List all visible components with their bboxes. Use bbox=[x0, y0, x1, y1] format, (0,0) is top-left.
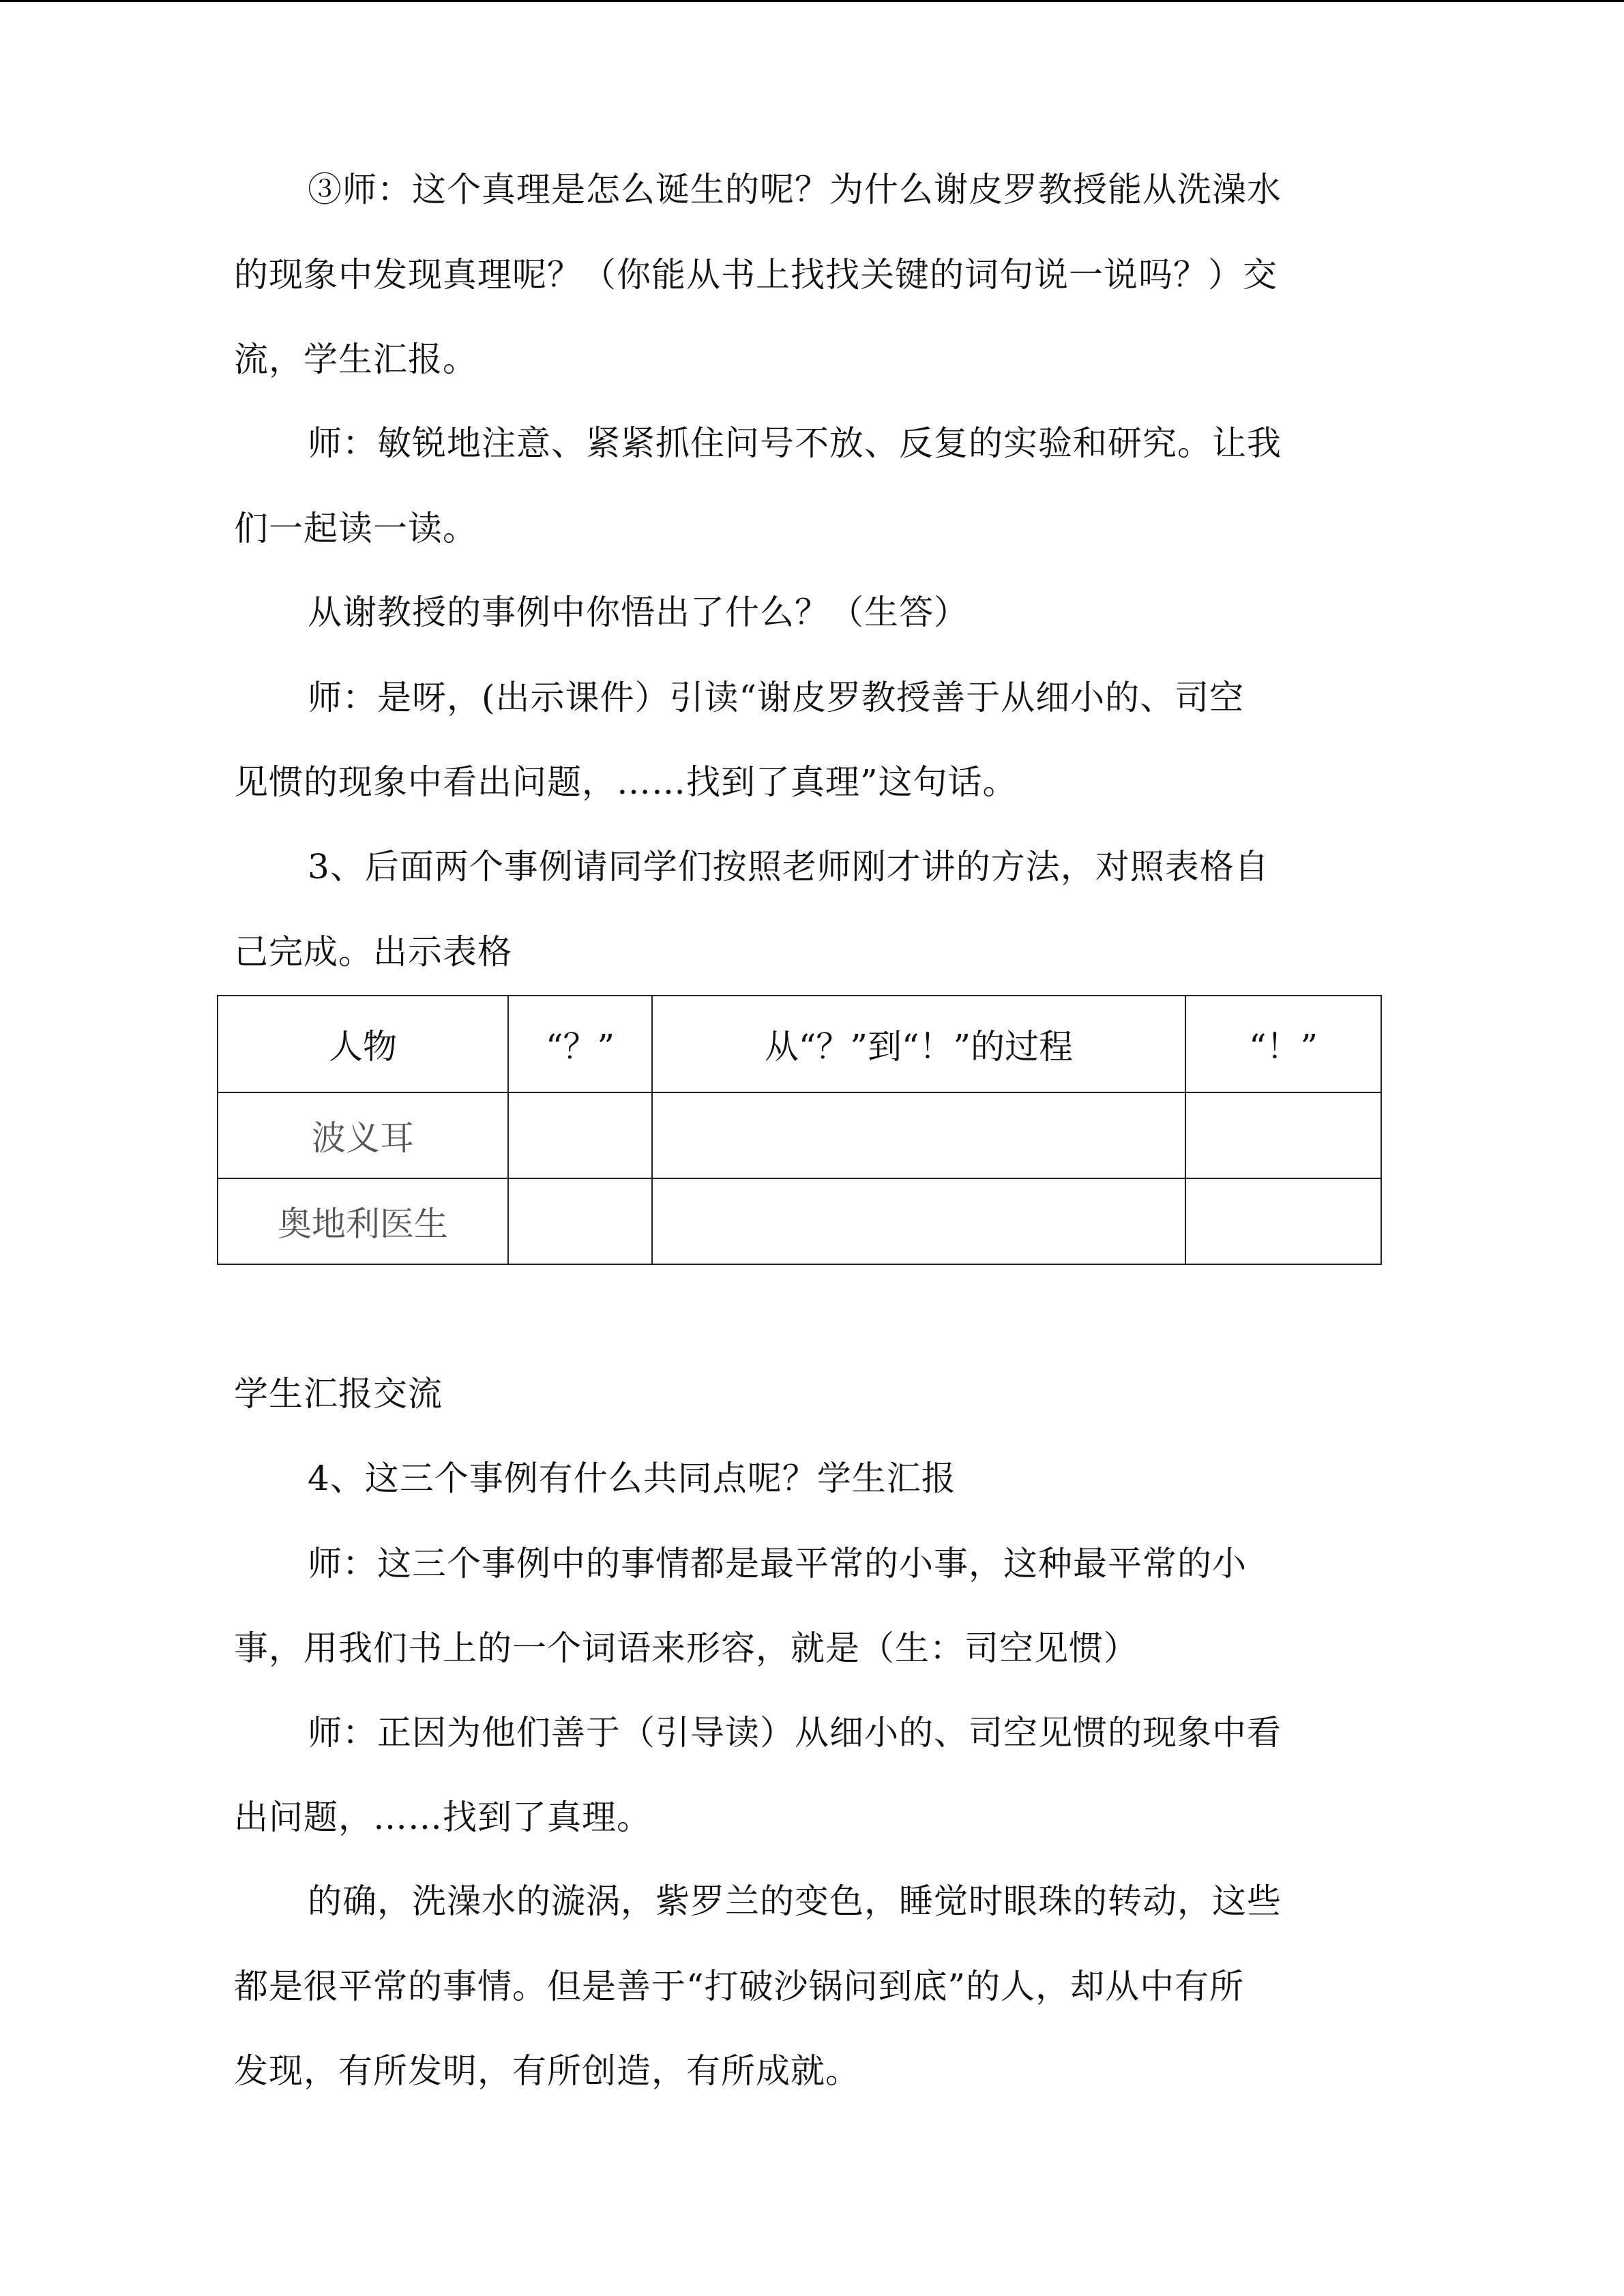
text-line: 师：正因为他们善于（引导读）从细小的、司空见惯的现象中看 bbox=[308, 1713, 1282, 1753]
case-table bbox=[217, 995, 1382, 1265]
text-line: 的现象中发现真理呢？（你能从书上找找关键的词句说一说吗？）交 bbox=[234, 255, 1278, 295]
text-line: 的确，洗澡水的漩涡，紫罗兰的变色，睡觉时眼珠的转动，这些 bbox=[308, 1881, 1282, 1921]
text-line: 师：敏锐地注意、紧紧抓住问号不放、反复的实验和研究。让我 bbox=[308, 423, 1282, 463]
text-line: 发现，有所发明，有所创造，有所成就。 bbox=[234, 2051, 860, 2091]
table-header-cell: “？” bbox=[508, 996, 652, 1092]
text-line: 流，学生汇报。 bbox=[234, 340, 477, 379]
table-cell bbox=[508, 1178, 652, 1264]
text-line: 4、这三个事例有什么共同点呢？学生汇报 bbox=[308, 1459, 956, 1498]
text-line: 们一起读一读。 bbox=[234, 509, 477, 548]
table-cell bbox=[1185, 1178, 1381, 1264]
table-cell bbox=[652, 1092, 1185, 1178]
table-cell-person: 波义耳 bbox=[218, 1092, 508, 1178]
table-header-cell: 人物 bbox=[218, 996, 508, 1092]
text-line: 3、后面两个事例请同学们按照老师刚才讲的方法，对照表格自 bbox=[308, 847, 1269, 886]
table-cell bbox=[1185, 1092, 1381, 1178]
table-header-cell: 从“？”到“！”的过程 bbox=[652, 996, 1185, 1092]
text-line: 从谢教授的事例中你悟出了什么？（生答） bbox=[308, 593, 969, 632]
text-line: 师：这三个事例中的事情都是最平常的小事，这种最平常的小 bbox=[308, 1544, 1247, 1583]
table-row bbox=[218, 1178, 1381, 1264]
text-line: 学生汇报交流 bbox=[234, 1374, 443, 1414]
text-line: 师：是呀，(出示课件）引读“谢皮罗教授善于从细小的、司空 bbox=[308, 678, 1245, 717]
text-line: ③师：这个真理是怎么诞生的呢？为什么谢皮罗教授能从洗澡水 bbox=[308, 170, 1282, 209]
table-cell bbox=[508, 1092, 652, 1178]
text-line: 事，用我们书上的一个词语来形容，就是（生：司空见惯） bbox=[234, 1628, 1138, 1668]
text-line: 出问题，……找到了真理。 bbox=[234, 1798, 651, 1837]
text-line: 见惯的现象中看出问题，……找到了真理”这句话。 bbox=[234, 762, 1018, 802]
table-row bbox=[218, 1092, 1381, 1178]
text-line: 都是很平常的事情。但是善于“打破沙锅问到底”的人，却从中有所 bbox=[234, 1967, 1245, 2006]
table-cell-person: 奥地利医生 bbox=[218, 1178, 508, 1264]
table-header-cell: “！” bbox=[1185, 996, 1381, 1092]
table-cell bbox=[652, 1178, 1185, 1264]
table-header-row bbox=[218, 996, 1381, 1092]
text-line: 己完成。出示表格 bbox=[234, 932, 512, 972]
